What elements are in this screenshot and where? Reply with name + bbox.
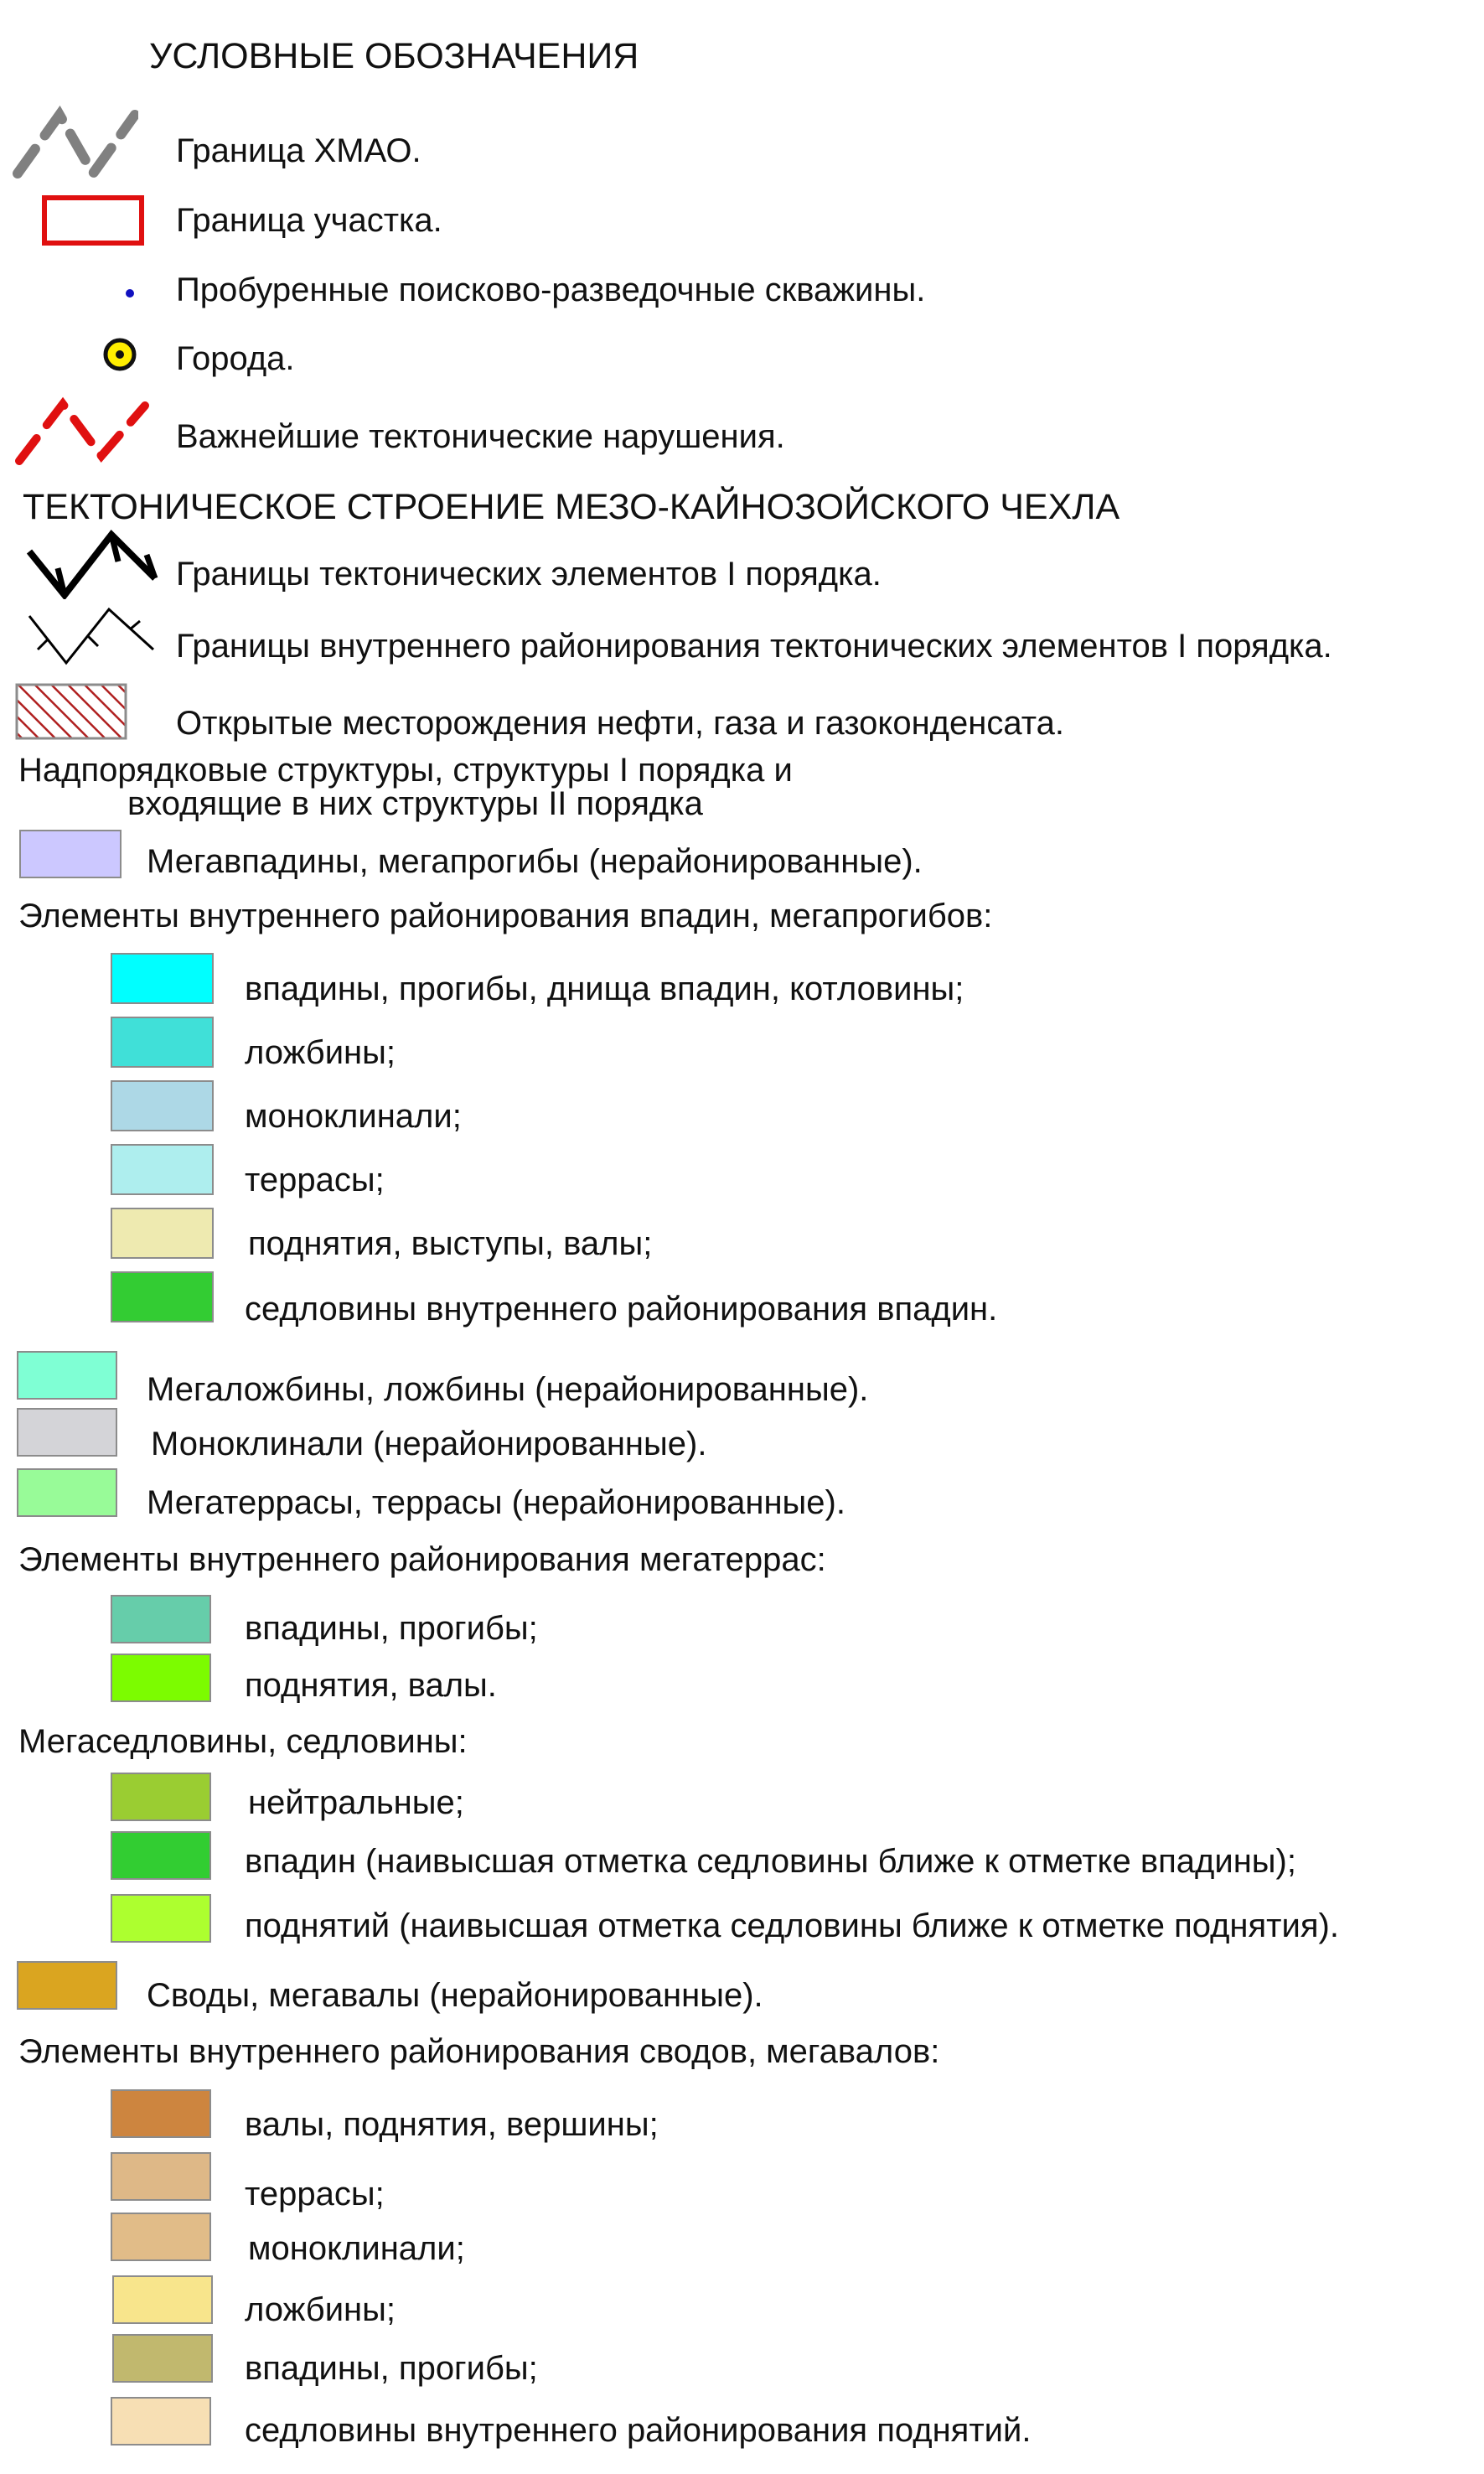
label-megavpadiny: Мегавпадины, мегапрогибы (нерайонированные). <box>147 843 923 880</box>
swatch-svody-item <box>111 2089 211 2138</box>
swatch-vpadiny-item <box>111 1080 214 1131</box>
label-oil-gas-fields: Открытые месторождения нефти, газа и газоконденсата. <box>176 705 1064 742</box>
label-megalozhbiny: Мегаложбины, ложбины (нерайонированные). <box>147 1371 869 1408</box>
site-border-icon <box>42 195 144 246</box>
well-dot-icon <box>122 285 138 302</box>
megaterrasy-heading: Элементы внутреннего районирования мегатеррас: <box>18 1541 826 1578</box>
label-sedloviny-item: поднятий (наивысшая отметка седловины ближе к отметке поднятия). <box>245 1907 1339 1944</box>
swatch-monoklinali-unzoned <box>17 1408 117 1457</box>
label-megaterrasy-item: впадины, прогибы; <box>245 1610 538 1647</box>
label-cities: Города. <box>176 340 295 377</box>
swatch-vpadiny-item <box>111 1208 214 1259</box>
label-wells: Пробуренные поисково-разведочные скважины. <box>176 272 926 308</box>
label-tectonic-order1: Границы тектонических элементов I порядка. <box>176 556 882 593</box>
structures-heading-line1: Надпорядковые структуры, структуры I порядка и <box>18 752 793 789</box>
oil-gas-field-icon <box>15 683 127 740</box>
label-svody-item: ложбины; <box>245 2291 396 2328</box>
swatch-megaterrasy-item <box>111 1595 211 1643</box>
label-sedloviny-item: впадин (наивысшая отметка седловины ближе к отметке впадины); <box>245 1843 1296 1880</box>
label-inner-zoning: Границы внутреннего районирования тектонических элементов I порядка. <box>176 628 1332 665</box>
swatch-svody-item <box>111 2152 211 2201</box>
label-xmao-border: Граница ХМАО. <box>176 132 421 169</box>
fault-line-icon <box>13 394 151 469</box>
swatch-svody-item <box>111 2213 211 2261</box>
label-svody-item: седловины внутреннего районирования поднятий. <box>245 2412 1032 2449</box>
structures-heading-line2: входящие в них структуры II порядка <box>127 785 703 822</box>
label-vpadiny-item: ложбины; <box>245 1034 396 1071</box>
label-site-border: Граница участка. <box>176 202 442 239</box>
label-vpadiny-item: террасы; <box>245 1162 385 1198</box>
label-vpadiny-item: впадины, прогибы, днища впадин, котловины; <box>245 970 964 1007</box>
vpadiny-heading: Элементы внутреннего районирования впадин, мегапрогибов: <box>18 898 993 934</box>
swatch-vpadiny-item <box>111 1017 214 1068</box>
svody-heading: Элементы внутреннего районирования сводов, мегавалов: <box>18 2033 940 2070</box>
swatch-megavpadiny <box>19 830 122 878</box>
sedloviny-heading: Мегаседловины, седловины: <box>18 1723 468 1760</box>
label-svody-item: впадины, прогибы; <box>245 2350 538 2387</box>
label-svody-item: террасы; <box>245 2176 385 2213</box>
swatch-vpadiny-item <box>111 1271 214 1322</box>
label-megaterrasy-item: поднятия, валы. <box>245 1667 497 1704</box>
label-svody: Своды, мегавалы (нерайонированные). <box>147 1977 763 2014</box>
swatch-sedloviny-item <box>111 1894 211 1943</box>
xmao-border-icon <box>13 105 138 180</box>
legend-title: УСЛОВНЫЕ ОБОЗНАЧЕНИЯ <box>149 36 639 76</box>
label-svody-item: моноклинали; <box>248 2230 465 2267</box>
swatch-svody <box>17 1961 117 2010</box>
label-svody-item: валы, поднятия, вершины; <box>245 2106 659 2143</box>
tectonic-order1-boundary-icon <box>21 528 163 599</box>
swatch-vpadiny-item <box>111 953 214 1004</box>
inner-zoning-boundary-icon <box>21 599 159 670</box>
swatch-sedloviny-item <box>111 1773 211 1821</box>
swatch-vpadiny-item <box>111 1144 214 1195</box>
swatch-svody-item <box>111 2397 211 2446</box>
swatch-megalozhbiny <box>17 1351 117 1400</box>
swatch-svody-item <box>112 2334 213 2383</box>
swatch-megaterrasy-item <box>111 1654 211 1702</box>
label-vpadiny-item: моноклинали; <box>245 1098 462 1135</box>
tectonic-heading: ТЕКТОНИЧЕСКОЕ СТРОЕНИЕ МЕЗО-КАЙНОЗОЙСКОГО ЧЕХЛА <box>23 487 1120 527</box>
swatch-sedloviny-item <box>111 1831 211 1880</box>
label-sedloviny-item: нейтральные; <box>248 1784 464 1821</box>
label-faults: Важнейшие тектонические нарушения. <box>176 418 785 455</box>
label-megaterrasy: Мегатеррасы, террасы (нерайонированные). <box>147 1484 845 1521</box>
label-vpadiny-item: седловины внутреннего районирования впадин. <box>245 1291 998 1328</box>
label-monoklinali-unzoned: Моноклинали (нерайонированные). <box>151 1426 707 1462</box>
city-icon <box>101 335 139 374</box>
swatch-megaterrasy <box>17 1468 117 1517</box>
swatch-svody-item <box>112 2275 213 2324</box>
label-vpadiny-item: поднятия, выступы, валы; <box>248 1225 653 1262</box>
